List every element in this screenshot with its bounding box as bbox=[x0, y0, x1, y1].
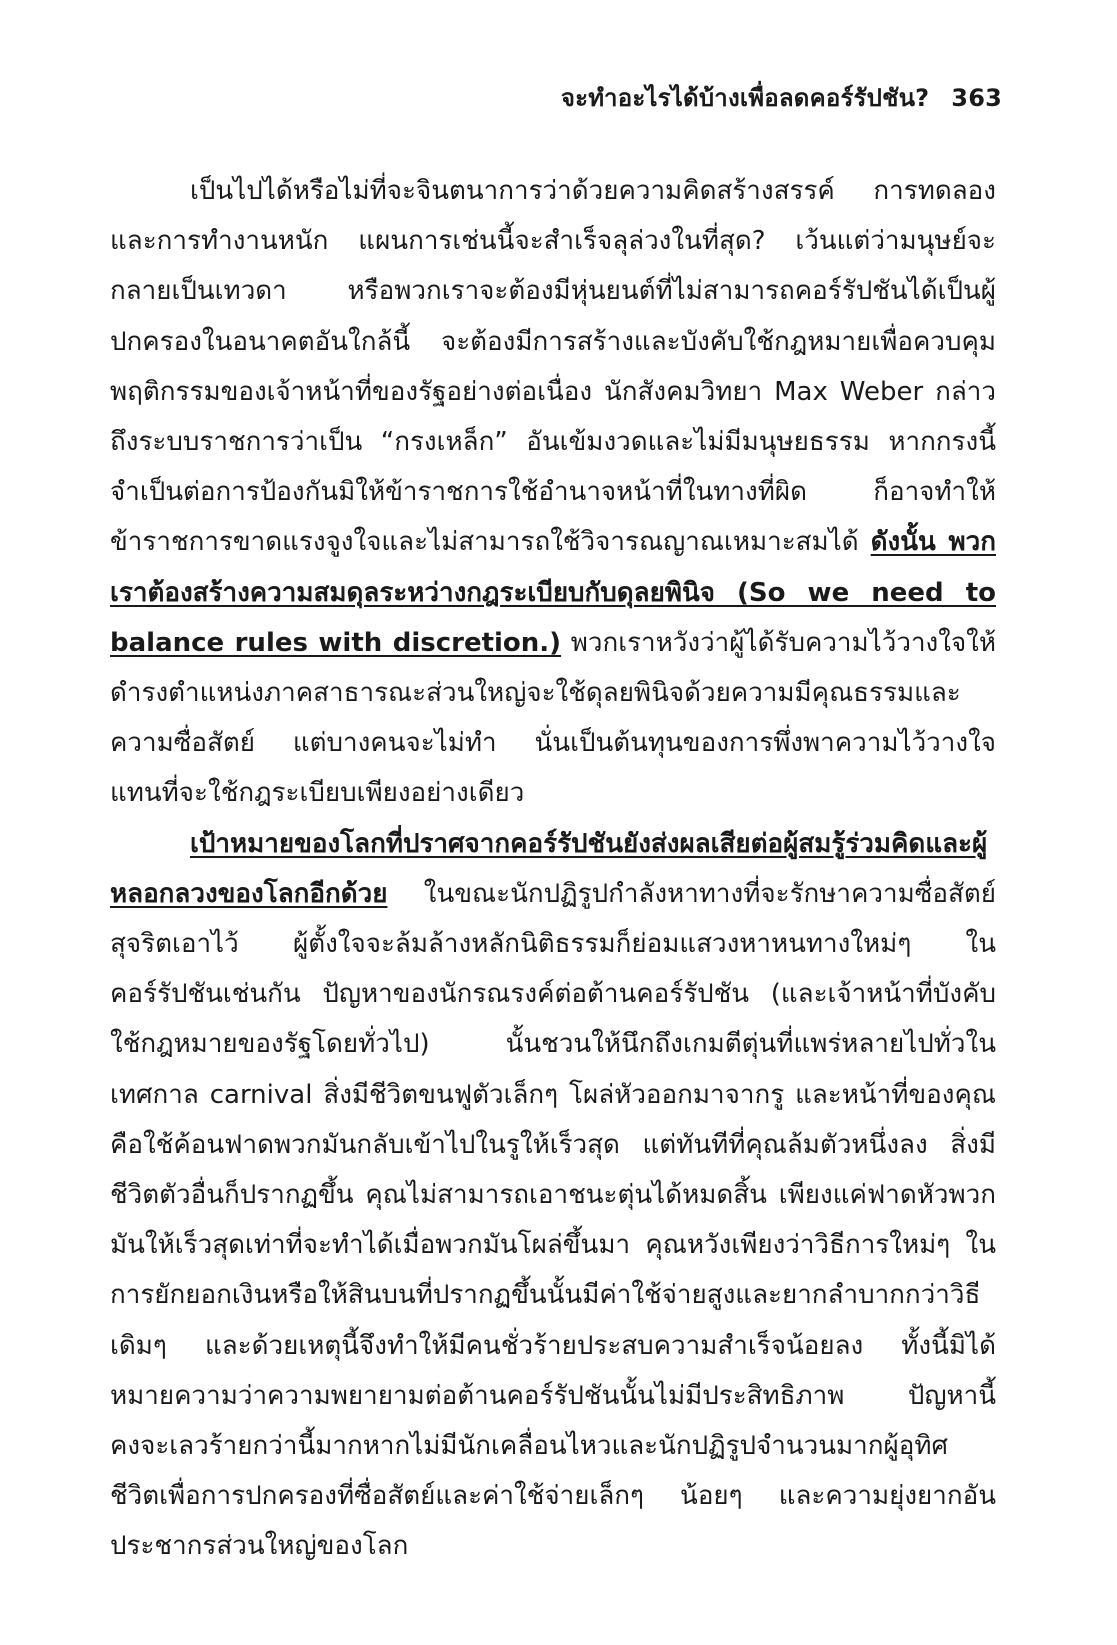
paragraph-1-text-2: พวกเราหวังว่าผู้ได้รับความไว้วางใจให้ดำรงตำแหน่งภาคสาธารณะส่วนใหญ่จะใช้ดุลยพินิจด้วยความมีคุณธรรมและความซื่อสัตย์ แต่บางคนจะไม่ทำ นั่นเป็นต้นทุนของการพึ่งพาความไว้วางใจแทนที่จะใช้กฎระเบียบเพียงอย่างเดียว bbox=[110, 627, 997, 809]
paragraph-2-emphasis: เป้าหมายของโลกที่ปราศจากคอร์รัปชันยังส่งผลเสียต่อผู้สมรู้ร่วมคิดและผู้หลอกลวงของโลกอีกด้วย bbox=[110, 828, 988, 909]
page-number: 363 bbox=[951, 84, 1002, 112]
chapter-title: จะทำอะไรได้บ้างเพื่อลดคอร์รัปชัน? bbox=[560, 84, 930, 112]
body-text bbox=[110, 166, 996, 1572]
paragraph-2-text: ในขณะนักปฏิรูปกำลังหาทางที่จะรักษาความซื่อสัตย์สุจริตเอาไว้ ผู้ตั้งใจจะล้มล้างหลักนิติธรรมก็ย่อมแสวงหาหนทางใหม่ๆ ในคอร์รัปชันเช่นกัน ปัญหาของนักรณรงค์ต่อต้านคอร์รัปชัน (และเจ้าหน้าที่บังคับใช้กฎหมายของรัฐโดยทั่วไป) นั้นชวนให้นึกถึงเกมตีตุ่นที่แพร่หลายไปทั่วในเทศกาล carnival สิ่งมีชีวิตขนฟูตัวเล็กๆ โผล่หัวออกมาจากรู และหน้าที่ของคุณคือใช้ค้อนฟาดพวกมันกลับเข้าไปในรูให้เร็วสุด แต่ทันทีที่คุณล้มตัวหนึ่งลง สิ่งมีชีวิตตัวอื่นก็ปรากฏขึ้น คุณไม่สามารถเอาชนะตุ่นได้หมดสิ้น เพียงแค่ฟาดหัวพวกมันให้เร็วสุดเท่าที่จะทำได้เมื่อพวกมันโผล่ขึ้นมา คุณหวังเพียงว่าวิธีการใหม่ๆ ในการยักยอกเงินหรือให้สินบนที่ปรากฏขึ้นนั้นมีค่าใช้จ่ายสูงและยากลำบากกว่าวิธีเดิมๆ และด้วยเหตุนี้จึงทำให้มีคนชั่วร้ายประสบความสำเร็จน้อยลง ทั้งนี้มิได้หมายความว่าความพยายามต่อต้านคอร์รัปชันนั้นไม่มีประสิทธิภาพ ปัญหานี้คงจะเลวร้ายกว่านี้มากหากไม่มีนักเคลื่อนไหวและนักปฏิรูปจำนวนมากผู้อุทิศชีวิตเพื่อการปกครองที่ซื่อสัตย์และค่าใช้จ่ายเล็กๆ น้อยๆ และความยุ่งยากอันประชากรส่วนใหญ่ของโลก bbox=[110, 878, 996, 1562]
paragraph-1-emphasis: ดังนั้น พวกเราต้องสร้างความสมดุลระหว่างกฎระเบียบกับดุลยพินิจ (So we need to balance rules with discretion.) bbox=[110, 527, 996, 658]
running-header bbox=[561, 78, 1002, 117]
paragraph-2 bbox=[110, 819, 996, 1572]
paragraph-1-text-1: เป็นไปได้หรือไม่ที่จะจินตนาการว่าด้วยความคิดสร้างสรรค์ การทดลอง และการทำงานหนัก แผนการเช่นนี้จะสำเร็จลุล่วงในที่สุด? เว้นแต่ว่ามนุษย์จะกลายเป็นเทวดา หรือพวกเราจะต้องมีหุ่นยนต์ที่ไม่สามารถคอร์รัปชันได้เป็นผู้ปกครองในอนาคตอันใกล้นี้ จะต้องมีการสร้างและบังคับใช้กฎหมายเพื่อควบคุมพฤติกรรมของเจ้าหน้าที่ของรัฐอย่างต่อเนื่อง นักสังคมวิทยา Max Weber กล่าวถึงระบบราชการว่าเป็น “กรงเหล็ก” อันเข้มงวดและไม่มีมนุษยธรรม หากกรงนี้จำเป็นต่อการป้องกันมิให้ข้าราชการใช้อำนาจหน้าที่ในทางที่ผิด ก็อาจทำให้ข้าราชการขาดแรงจูงใจและไม่สามารถใช้วิจารณญาณเหมาะสมได้ bbox=[110, 176, 996, 558]
paragraph-1 bbox=[110, 166, 996, 819]
